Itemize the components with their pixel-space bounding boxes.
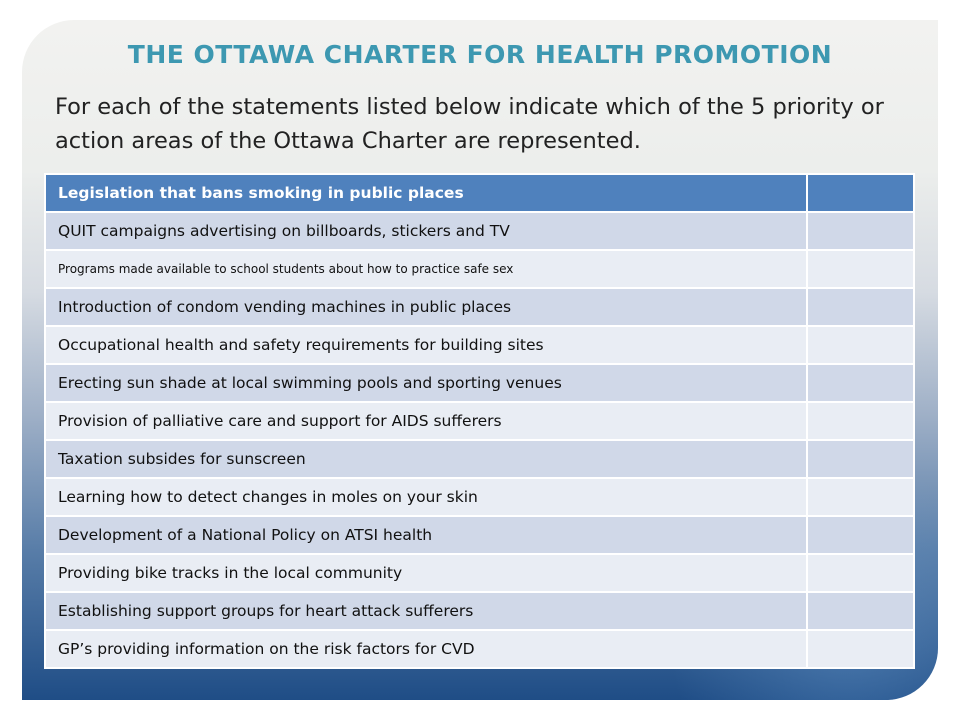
answer-cell[interactable] <box>807 288 914 326</box>
table-header-row <box>45 174 914 212</box>
table-row <box>45 364 914 402</box>
table-header-answer-cell[interactable] <box>807 174 914 212</box>
statement-cell: Introduction of condom vending machines in public places <box>45 288 807 326</box>
table-row <box>45 288 914 326</box>
answer-cell[interactable] <box>807 364 914 402</box>
statement-cell: Erecting sun shade at local swimming pools and sporting venues <box>45 364 807 402</box>
slide-subtitle: For each of the statements listed below indicate which of the 5 priority or action areas of the Ottawa Charter are represented. <box>55 94 884 154</box>
statement-cell: Learning how to detect changes in moles on your skin <box>45 478 807 516</box>
table-row <box>45 516 914 554</box>
statement-cell: Programs made available to school students about how to practice safe sex <box>45 250 807 288</box>
table-row <box>45 250 914 288</box>
table-row <box>45 592 914 630</box>
table-row <box>45 402 914 440</box>
statement-cell: Development of a National Policy on ATSI health <box>45 516 807 554</box>
table-row <box>45 440 914 478</box>
table-header-statement: Legislation that bans smoking in public places <box>45 174 807 212</box>
answer-cell[interactable] <box>807 592 914 630</box>
answer-cell[interactable] <box>807 478 914 516</box>
statement-cell: Provision of palliative care and support for AIDS sufferers <box>45 402 807 440</box>
statement-cell: Providing bike tracks in the local community <box>45 554 807 592</box>
slide-title: THE OTTAWA CHARTER FOR HEALTH PROMOTION <box>127 40 833 69</box>
answer-cell[interactable] <box>807 402 914 440</box>
table-row <box>45 212 914 250</box>
answer-cell[interactable] <box>807 250 914 288</box>
statement-cell: Taxation subsides for sunscreen <box>45 440 807 478</box>
table-row <box>45 326 914 364</box>
statement-cell: QUIT campaigns advertising on billboards, stickers and TV <box>45 212 807 250</box>
answer-cell[interactable] <box>807 630 914 668</box>
table-row <box>45 554 914 592</box>
statements-table <box>44 173 915 669</box>
answer-cell[interactable] <box>807 326 914 364</box>
answer-cell[interactable] <box>807 440 914 478</box>
table-row <box>45 630 914 668</box>
table-row <box>45 478 914 516</box>
answer-cell[interactable] <box>807 212 914 250</box>
statement-cell: GP’s providing information on the risk factors for CVD <box>45 630 807 668</box>
answer-cell[interactable] <box>807 554 914 592</box>
statement-cell: Occupational health and safety requirements for building sites <box>45 326 807 364</box>
answer-cell[interactable] <box>807 516 914 554</box>
statement-cell: Establishing support groups for heart attack sufferers <box>45 592 807 630</box>
